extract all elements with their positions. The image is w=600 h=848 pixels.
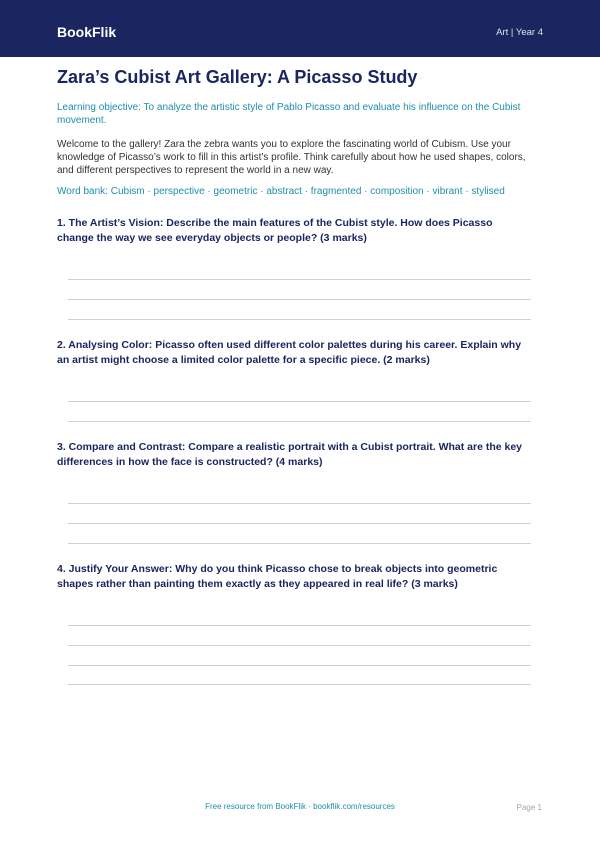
answer-line[interactable]	[68, 279, 531, 280]
answer-line[interactable]	[68, 421, 531, 422]
subject-year-label: Art | Year 4	[496, 27, 543, 38]
question-2: 2. Analysing Color: Picasso often used different color palettes during his career. Explain why an artist might choose a limited color palette for a specific piece. (2 marks)	[57, 339, 522, 366]
footer-credit[interactable]: Free resource from BookFlik · bookflik.com/resources	[205, 802, 395, 811]
page-title: Zara’s Cubist Art Gallery: A Picasso Study	[57, 67, 418, 87]
page-header	[0, 0, 600, 57]
answer-line[interactable]	[68, 645, 531, 646]
answer-line[interactable]	[68, 523, 531, 524]
answer-line[interactable]	[68, 543, 531, 544]
answer-line[interactable]	[68, 625, 531, 626]
answer-line[interactable]	[68, 401, 531, 402]
answer-line[interactable]	[68, 319, 531, 320]
question-4: 4. Justify Your Answer: Why do you think Picasso chose to break objects into geometric shapes rather than painting them exactly as they appeared in real life? (3 marks)	[57, 563, 498, 590]
question-3: 3. Compare and Contrast: Compare a realistic portrait with a Cubist portrait. What are the key differences in how the face is constructed? (4 marks)	[57, 441, 523, 468]
answer-line[interactable]	[68, 684, 531, 685]
intro-paragraph: Welcome to the gallery! Zara the zebra wants you to explore the fascinating world of Cubism. Use your knowledge of Picasso’s work to fill in this artist’s profile. Think carefully about how he used shapes, colors, and different perspectives to represent the world in a new way.	[57, 139, 526, 176]
page-number: Page 1	[516, 803, 542, 812]
brand-logo[interactable]: BookFlik	[57, 24, 117, 40]
answer-line[interactable]	[68, 503, 531, 504]
question-1: 1. The Artist’s Vision: Describe the main features of the Cubist style. How does Picasso change the way we see everyday objects or people? (3 marks)	[57, 217, 493, 244]
answer-line[interactable]	[68, 299, 531, 300]
answer-line[interactable]	[68, 665, 531, 666]
word-bank: Word bank: Cubism · perspective · geometric · abstract · fragmented · composition · vibrant · stylised	[57, 186, 505, 197]
learning-objective: Learning objective: To analyze the artistic style of Pablo Picasso and evaluate his influence on the Cubist movement.	[57, 102, 521, 126]
